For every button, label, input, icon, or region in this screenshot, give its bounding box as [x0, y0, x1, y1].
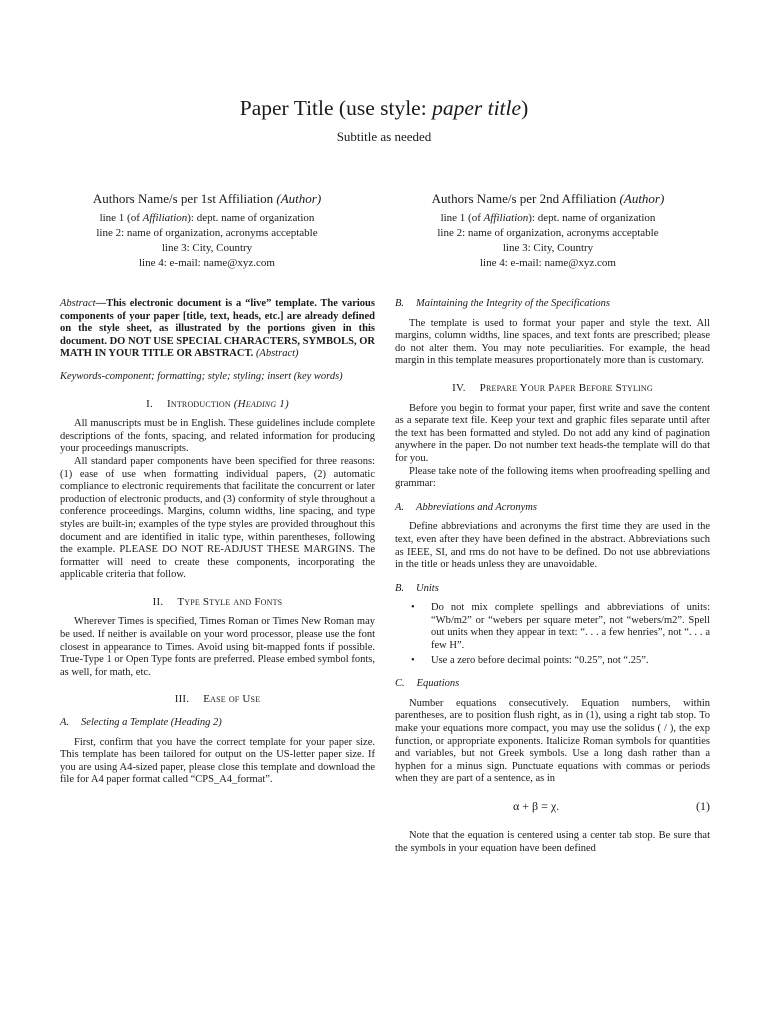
affiliation-line-2: line 2: name of organization, acronyms acceptable — [96, 227, 318, 239]
abstract: Abstract—This electronic document is a “live” template. The various components of your paper [title, text, heads, etc.] are already defined on the style sheet, as illustrated by the portions given in this document. DO NOT USE SPECIAL CHARACTERS, SYMBOLS, OR MATH IN YOUR TITLE OR ABSTRACT. (Abstract) — [60, 298, 375, 360]
paragraph: Number equations consecutively. Equation numbers, within parentheses, are to position flush right, as in (1), using a right tab stop. To make your equations more compact, you may use the solidus ( / ), the exp function, or appropriate exponents. Italicize Roman symbols for quantities and variables, but not Greek symbols. Use a long dash rather than a hyphen for a minus sign. Punctuate equations with commas or periods when they are part of a sentence, as in — [395, 697, 710, 785]
affiliation-line-3: line 3: City, Country — [161, 242, 253, 254]
subsection-heading-selecting-template: A. Selecting a Template (Heading 2) — [60, 717, 222, 729]
subsection-heading-units: B. Units — [395, 582, 439, 594]
affiliation-line-1: line 1 (of Affiliation): dept. name of organization — [440, 212, 656, 224]
paragraph: Wherever Times is specified, Times Roman or Times New Roman may be used. If neither is available on your word processor, please use the font closest in appearance to Times. Avoid using bit-mapped fonts if possible. True-Type 1 or Open Type fonts are preferred. Please embed symbol fonts, as well, for math, etc. — [60, 616, 375, 678]
paragraph: All manuscripts must be in English. These guidelines include complete descriptions of the fonts, spacing, and related information for producing your proceedings manuscripts. — [60, 418, 375, 455]
equation-number: (1) — [696, 799, 710, 813]
list-item: • Use a zero before decimal points: “0.25”, not “.25”. — [411, 654, 649, 666]
section-heading-ease-of-use: III. Ease of Use — [174, 693, 261, 706]
subsection-heading-equations: C. Equations — [395, 678, 460, 690]
author-name: Authors Name/s per 2nd Affiliation (Author) — [431, 191, 665, 206]
left-column — [60, 298, 375, 787]
equation-expression: α + β = χ. — [513, 799, 560, 813]
author-block-2 — [398, 191, 698, 271]
author-name: Authors Name/s per 1st Affiliation (Author) — [92, 191, 322, 206]
paragraph: First, confirm that you have the correct template for your paper size. This template has been tailored for output on the US-letter paper size. If you are using A4-sized paper, please close this template and download the file for A4 paper format called “CPS_A4_format”. — [60, 736, 375, 786]
affiliation-line-3: line 3: City, Country — [502, 242, 594, 254]
paragraph: Before you begin to format your paper, first write and save the content as a separate text file. Keep your text and graphic files separate until after the text has been formatted and styled. Do not add any kind of pagination anywhere in the paper. Do not number text heads-the template will do that for you. — [395, 402, 710, 464]
equation — [395, 800, 710, 816]
bullet-icon: • — [411, 602, 415, 614]
affiliation-line-2: line 2: name of organization, acronyms acceptable — [437, 227, 659, 239]
paragraph: Please take note of the following items when proofreading spelling and grammar: — [395, 465, 710, 490]
section-heading-prepare-paper: IV. Prepare Your Paper Before Styling — [452, 381, 653, 394]
bullet-icon: • — [411, 654, 415, 666]
paragraph: The template is used to format your paper and style the text. All margins, column widths, line spaces, and text fonts are prescribed; please do not alter them. You may note peculiarities. For example, the head margin in this template measures proportionately more than is customary. — [395, 317, 710, 367]
section-heading-type-style: II. Type Style and Fonts — [152, 595, 283, 608]
subsection-heading-abbreviations: A. Abbreviations and Acronyms — [395, 501, 537, 513]
paper-title: Paper Title (use style: paper title) — [239, 96, 529, 120]
section-heading-introduction: I. Introduction (Heading 1) — [146, 397, 289, 410]
paragraph: All standard paper components have been specified for three reasons: (1) ease of use when formatting individual papers, (2) automatic compliance to electronic requirements that facilitate the concurrent or later production of electronic products, and (3) conformity of style throughout a conference proceedings. Margins, column widths, line spacing, and type styles are built-in; examples of the type styles are provided throughout this document and are identified in italic type, within parentheses, following the example. PLEASE DO NOT RE-ADJUST THESE MARGINS. The formatter will need to create these components, incorporating the applicable criteria that follow. — [60, 455, 375, 581]
units-bullet-list — [395, 602, 710, 667]
subsection-heading-integrity: B. Maintaining the Integrity of the Specifications — [395, 298, 610, 309]
author-block-1 — [57, 191, 357, 271]
paper-subtitle: Subtitle as needed — [336, 129, 432, 144]
affiliation-line-4: line 4: e-mail: name@xyz.com — [480, 257, 616, 269]
keywords: Keywords-component; formatting; style; styling; insert (key words) — [60, 370, 343, 382]
list-item: • Do not mix complete spellings and abbreviations of units: “Wb/m2” or “webers per square meter”, not “webers/m2”. Spell out units when they appear in text: “. . . a few henries”, not “. . . a few H”. — [411, 602, 710, 652]
right-column — [395, 298, 710, 855]
paragraph: Note that the equation is centered using a center tab stop. Be sure that the symbols in your equation have been defined — [395, 830, 710, 854]
affiliation-line-1: line 1 (of Affiliation): dept. name of organization — [99, 212, 315, 224]
affiliation-line-4: line 4: e-mail: name@xyz.com — [139, 257, 275, 269]
paragraph: Define abbreviations and acronyms the first time they are used in the text, even after they have been defined in the abstract. Abbreviations such as IEEE, SI, and rms do not have to be defined. Do not use abbreviations in the title or heads unless they are unavoidable. — [395, 521, 710, 571]
